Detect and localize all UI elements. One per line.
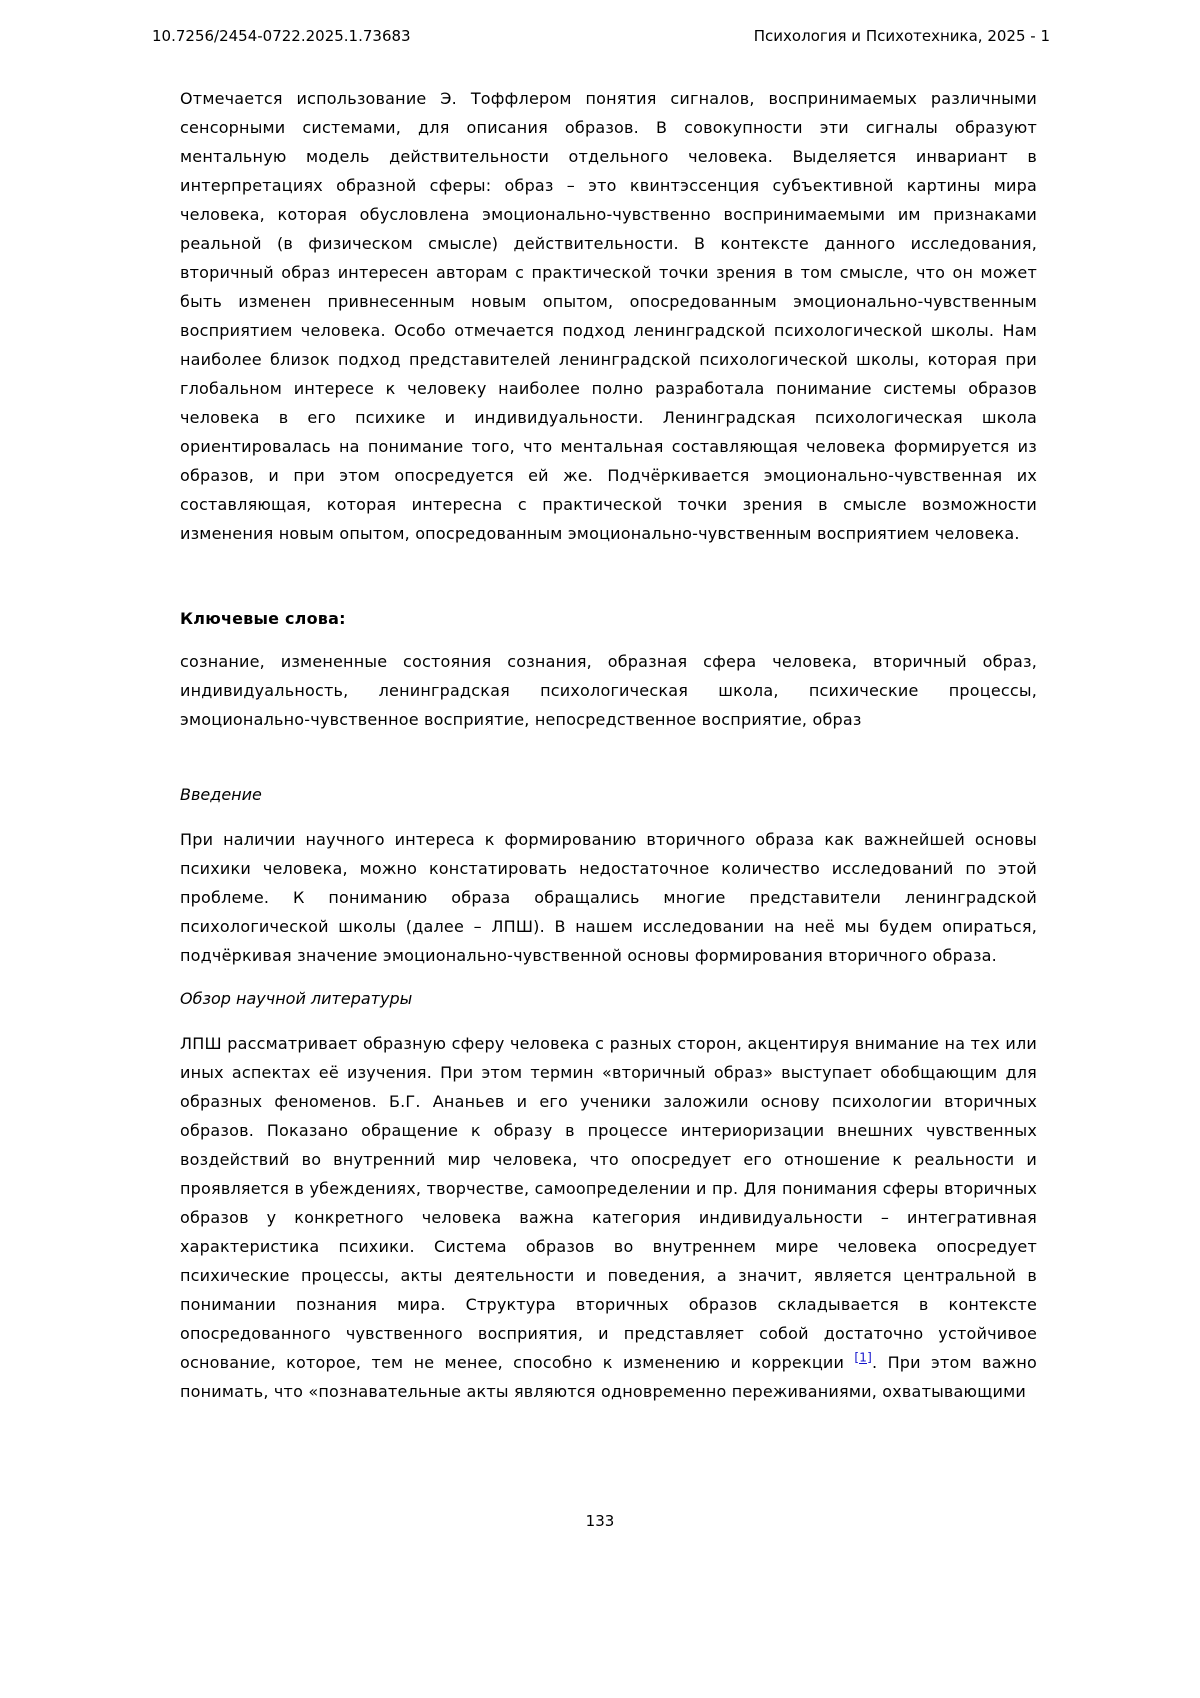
doi: 10.7256/2454-0722.2025.1.73683: [152, 27, 411, 45]
keywords-text: сознание, измененные состояния сознания, образная сфера человека, вторичный образ, индивидуальность, ленинградская психологическая школа, психические процессы, эмоционально-чувственное восприятие, непосредственное восприятие, образ: [180, 652, 1037, 729]
page-content: [0, 46, 1200, 1406]
section-heading-introduction: Введение: [180, 785, 262, 804]
introduction-paragraph: При наличии научного интереса к формированию вторичного образа как важнейшей основы психики человека, можно констатировать недостаточное количество исследований по этой проблеме. К пониманию образа обращались многие представители ленинградской психологической школы (далее – ЛПШ). В нашем исследовании на неё мы будем опираться, подчёркивая значение эмоционально-чувственной основы формирования вторичного образа.: [180, 830, 1037, 965]
page-header: [0, 0, 1200, 46]
keywords-label: Ключевые слова:: [180, 609, 346, 628]
literature-review-paragraph: [180, 1029, 1037, 1406]
page-footer: [0, 1512, 1200, 1530]
section-heading-literature-review: Обзор научной литературы: [180, 989, 413, 1008]
abstract-paragraph: Отмечается использование Э. Тоффлером понятия сигналов, воспринимаемых различными сенсорными системами, для описания образов. В совокупности эти сигналы образуют ментальную модель действительности отдельного человека. Выделяется инвариант в интерпретациях образной сферы: образ – это квинтэссенция субъективной картины мира человека, которая обусловлена эмоционально-чувственно воспринимаемыми им признаками реальной (в физическом смысле) действительности. В контексте данного исследования, вторичный образ интересен авторам с практической точки зрения в том смысле, что он может быть изменен привнесенным новым опытом, опосредованным эмоционально-чувственным восприятием человека. Особо отмечается подход ленинградской психологической школы. Нам наиболее близок подход представителей ленинградской психологической школы, которая при глобальном интересе к человеку наиболее полно разработала понимание системы образов человека в его психике и индивидуальности. Ленинградская психологическая школа ориентировалась на понимание того, что ментальная составляющая человека формируется из образов, и при этом опосредуется ей же. Подчёркивается эмоционально-чувственная их составляющая, которая интересна с практической точки зрения в смысле возможности изменения новым опытом, опосредованным эмоционально-чувственным восприятием человека.: [180, 89, 1037, 543]
literature-review-text-before-ref: ЛПШ рассматривает образную сферу человека с разных сторон, акцентируя внимание на тех или иных аспектах её изучения. При этом термин «вторичный образ» выступает обобщающим для образных феноменов. Б.Г. Ананьев и его ученики заложили основу психологии вторичных образов. Показано обращение к образу в процессе интериоризации внешних чувственных воздействий во внутренний мир человека, что опосредует его отношение к реальности и проявляется в убеждениях, творчестве, самоопределении и пр. Для понимания сферы вторичных образов у конкретного человека важна категория индивидуальности – интегративная характеристика психики. Система образов во внутреннем мире человека опосредует психические процессы, акты деятельности и поведения, а значит, является центральной в понимании познания мира. Структура вторичных образов складывается в контексте опосредованного чувственного восприятия, и представляет собой достаточно устойчивое основание, которое, тем не менее, способно к изменению и коррекции: [180, 1034, 1037, 1372]
footnote-ref-link[interactable]: [1]: [854, 1350, 873, 1365]
page-number: 133: [585, 1512, 615, 1530]
journal-title: Психология и Психотехника, 2025 - 1: [753, 27, 1050, 45]
literature-review-text-after-ref: . При этом важно понимать, что «познавательные акты являются одновременно переживаниями, охватывающими: [180, 1353, 1037, 1401]
footnote-ref-superscript: [854, 1351, 872, 1365]
